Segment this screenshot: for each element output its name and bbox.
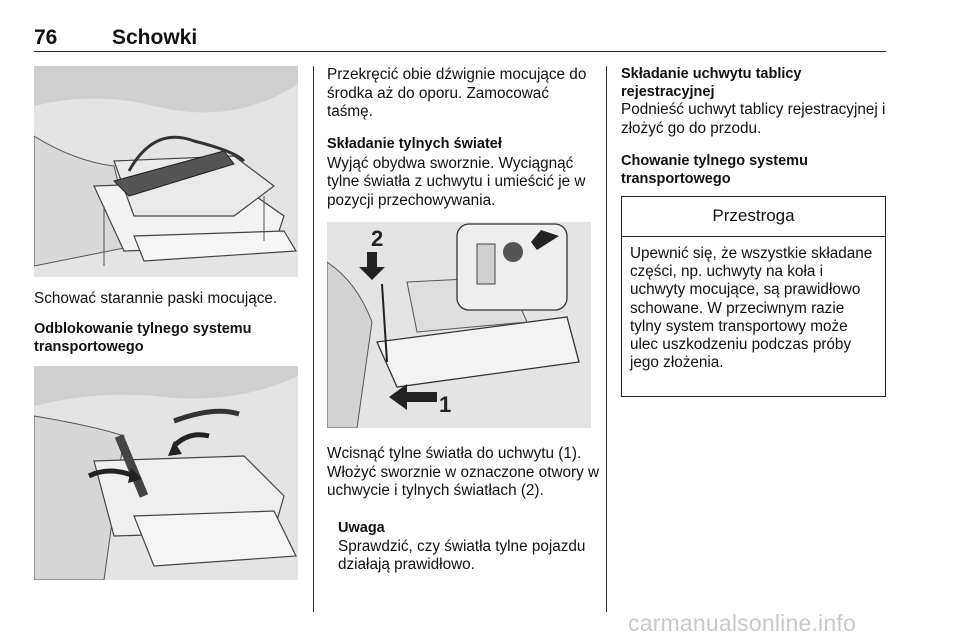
paragraph: Przekręcić obie dźwignie mocujące do środka aż do oporu. Zamocować taśmę. (327, 66, 587, 120)
figure-fold-lights (327, 222, 591, 428)
paragraph: Podnieść uchwyt tablicy rejestracyjnej i złożyć go do przodu. (621, 101, 886, 137)
caution-title: Przestroga (622, 197, 885, 237)
section-heading: Składanie tylnych świateł (327, 136, 502, 152)
section-heading: Chowanie tylnego systemu transportowego (621, 153, 808, 187)
page-header (34, 26, 886, 52)
figure-unlock-carrier (34, 366, 298, 580)
figure-stow-straps (34, 66, 298, 277)
paragraph: Wcisnąć tylne światła do uchwytu (1). Włożyć sworznie w oznaczone otwory w uchwycie i tylnych światłach (2). (327, 445, 600, 499)
figure-label-2: 2 (371, 226, 384, 251)
note-text: Sprawdzić, czy światła tylne pojazdu działają prawidłowo. (338, 537, 586, 573)
watermark: carmanualsonline.info (628, 610, 856, 636)
column-divider-1 (313, 66, 314, 612)
header-divider (34, 51, 886, 52)
figure-label-1: 1 (439, 392, 452, 417)
page-number: 76 (34, 26, 58, 49)
section-heading: Odblokowanie tylnego systemu transportowego (34, 321, 252, 355)
caution-box (621, 196, 886, 397)
page-title: Schowki (112, 26, 198, 49)
note-title: Uwaga (338, 520, 385, 536)
column-divider-2 (606, 66, 607, 612)
paragraph: Wyjąć obydwa sworznie. Wyciągnąć tylne światła z uchwytu i umieścić je w pozycji przechowywania. (327, 154, 586, 209)
caution-text: Upewnić się, że wszystkie składane części, np. uchwyty na koła i uchwyty mocujące, są prawidłowo schowane. W przeciwnym razie tylny system transportowy może ulec uszkodzeniu podczas próby jego złożenia. (630, 245, 873, 372)
section-heading: Składanie uchwytu tablicy rejestracyjnej (621, 66, 802, 100)
paragraph: Schować starannie paski mocujące. (34, 290, 278, 307)
